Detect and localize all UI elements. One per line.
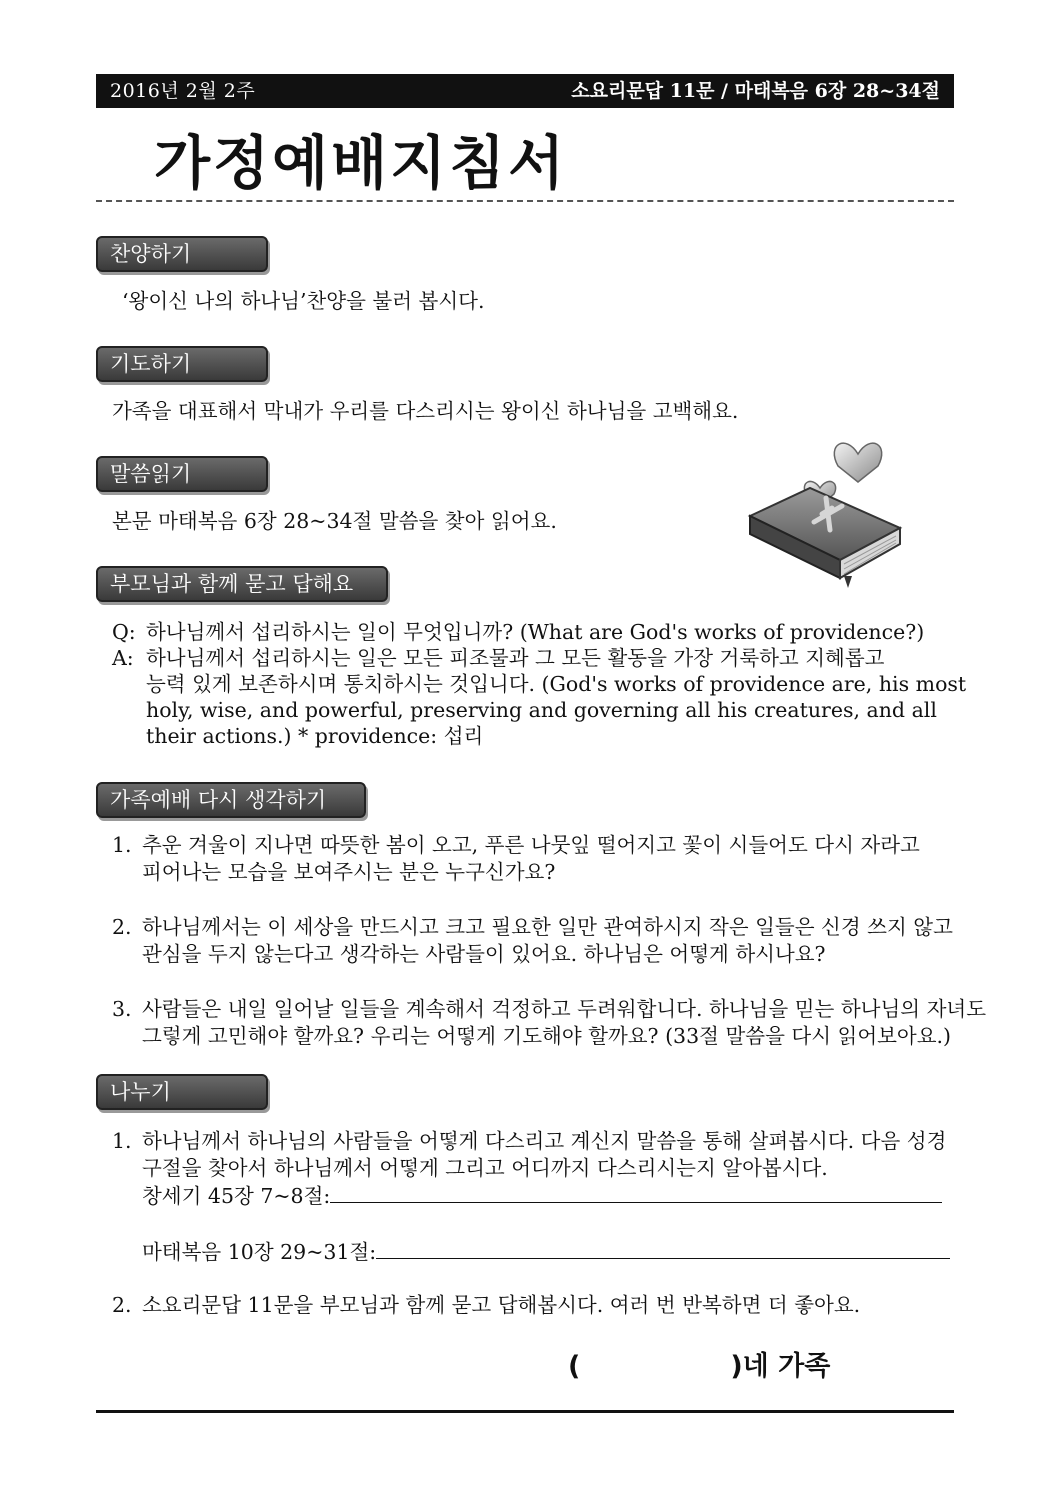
praise-text: ‘왕이신 나의 하나님’찬양을 불러 봅시다. (122, 289, 485, 313)
catechism-qa (112, 619, 966, 749)
item-line: 피어나는 모습을 보여주시는 분은 누구신가요? (142, 860, 556, 884)
answer-line: 능력 있게 보존하시며 통치하시는 것입니다. (God's works of providence are, his most (146, 672, 967, 696)
item-number: 3. (112, 997, 132, 1021)
blank-label: 창세기 45장 7~8절: (142, 1184, 331, 1208)
answer-row (112, 645, 966, 749)
section-catechism-heading: 부모님과 함께 묻고 답해요 (96, 566, 388, 602)
page-title: 가정예배지침서 (154, 129, 568, 197)
answer-label: A: (112, 646, 134, 670)
answer-blank-line[interactable] (376, 1238, 950, 1259)
list-item (112, 914, 1022, 968)
item-number: 1. (112, 1129, 132, 1153)
list-item (112, 1128, 1022, 1266)
share-list (112, 1128, 1022, 1319)
scripture-reference: 소요리문답 11문 / 마태복음 6장 28~34절 (571, 80, 940, 102)
item-line: 구절을 찾아서 하나님께서 어떻게 그리고 어디까지 다스리시는지 알아봅시다. (142, 1156, 828, 1180)
section-share-heading: 나누기 (96, 1074, 268, 1110)
section-praise-heading: 찬양하기 (96, 236, 268, 272)
question-label: Q: (112, 620, 136, 644)
section-reflect-heading: 가족예배 다시 생각하기 (96, 782, 366, 818)
question-row (112, 619, 966, 645)
item-line: 관심을 두지 않는다고 생각하는 사람들이 있어요. 하나님은 어떻게 하시나요? (142, 942, 826, 966)
answer-line: holy, wise, and powerful, preserving and governing all his creatures, and all (146, 698, 937, 722)
bible-with-hearts-icon (740, 430, 920, 594)
blank-row (142, 1182, 1022, 1210)
item-line: 추운 겨울이 지나면 따뜻한 봄이 오고, 푸른 나뭇잎 떨어지고 꽃이 시들어도 다시 자라고 (142, 833, 920, 857)
list-item (112, 996, 1022, 1050)
family-name-field (568, 1344, 830, 1383)
section-reading-heading: 말씀읽기 (96, 456, 268, 492)
question-text: 하나님께서 섭리하시는 일이 무엇입니까? (What are God's works of providence?) (146, 620, 925, 644)
item-line: 소요리문답 11문을 부모님과 함께 묻고 답해봅시다. 여러 번 반복하면 더 좋아요. (142, 1293, 861, 1317)
family-suffix: )네 가족 (730, 1351, 831, 1382)
item-number: 2. (112, 915, 132, 939)
date-label: 2016년 2월 2주 (110, 80, 256, 102)
item-line: 그렇게 고민해야 할까요? 우리는 어떻게 기도해야 할까요? (33절 말씀을 다시 읽어보아요.) (142, 1024, 952, 1048)
section-prayer-heading: 기도하기 (96, 346, 268, 382)
header-bar (96, 74, 954, 108)
list-item (112, 1292, 1022, 1319)
prayer-text: 가족을 대표해서 막내가 우리를 다스리시는 왕이신 하나님을 고백해요. (112, 399, 739, 423)
list-item (112, 832, 1022, 886)
reading-text: 본문 마태복음 6장 28~34절 말씀을 찾아 읽어요. (112, 509, 557, 533)
answer-line: their actions.) * providence: 섭리 (146, 724, 484, 748)
dashed-divider (96, 200, 954, 202)
item-number: 2. (112, 1293, 132, 1317)
bottom-divider (96, 1410, 954, 1413)
answer-blank-line[interactable] (330, 1182, 942, 1203)
answer-line: 하나님께서 섭리하시는 일은 모든 피조물과 그 모든 활동을 가장 거룩하고 지혜롭고 (146, 646, 885, 670)
item-line: 사람들은 내일 일어날 일들을 계속해서 걱정하고 두려워합니다. 하나님을 믿는 하나님의 자녀도 (142, 997, 986, 1021)
family-open-paren: ( (568, 1351, 581, 1382)
blank-label: 마태복음 10장 29~31절: (142, 1240, 377, 1264)
reflect-list (112, 832, 1022, 1050)
item-number: 1. (112, 833, 132, 857)
item-line: 하나님께서는 이 세상을 만드시고 크고 필요한 일만 관여하시지 작은 일들은 신경 쓰지 않고 (142, 915, 953, 939)
blank-row (142, 1238, 1022, 1266)
item-line: 하나님께서 하나님의 사람들을 어떻게 다스리고 계신지 말씀을 통해 살펴봅시다. 다음 성경 (142, 1129, 947, 1153)
